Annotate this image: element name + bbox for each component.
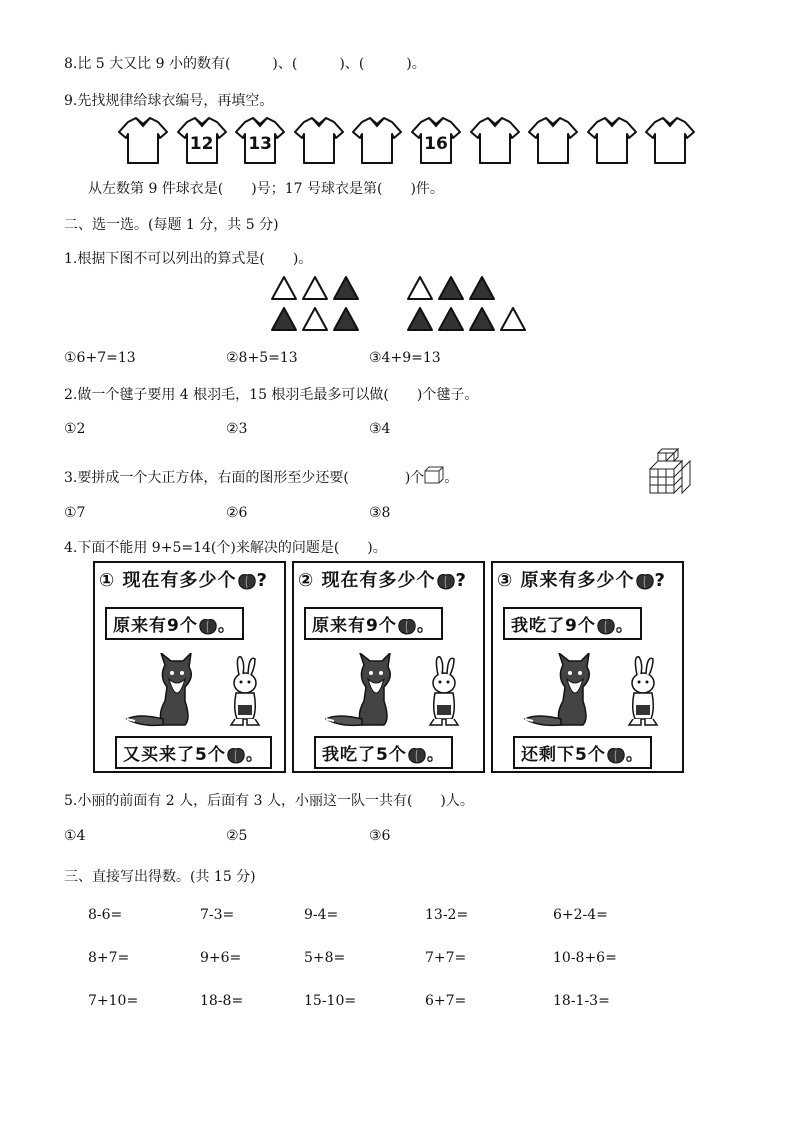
s2-q3-option-3: ③8 (369, 505, 391, 521)
bubble-period: 。 (217, 616, 236, 636)
jersey (411, 116, 461, 164)
calc-item: 7-3= (200, 907, 235, 923)
jersey-number: 12 (189, 134, 214, 154)
jersey-number: 16 (424, 134, 448, 154)
bubble-text: 我吃了9个 (511, 616, 596, 636)
speech-bubble-top (304, 607, 443, 640)
dark-triangle (468, 306, 496, 332)
peach-icon (237, 570, 257, 591)
s2-q2-option-3: ③4 (369, 421, 391, 437)
s2-q5-option-2: ②5 (226, 828, 248, 844)
jersey (645, 116, 695, 164)
s2-q3-option-1: ①7 (64, 505, 86, 521)
bubble-text: 原来有9个 (312, 616, 397, 636)
bubble-period: 。 (245, 745, 264, 765)
calc-item: 6+7= (425, 993, 467, 1009)
dark-triangle (437, 275, 465, 301)
bubble-period: 。 (416, 616, 435, 636)
calc-item: 8-6= (88, 907, 123, 923)
white-triangle (406, 275, 434, 301)
fox-and-rabbit-illustration (523, 653, 663, 733)
question-9-title: 9.先找规律给球衣编号，再填空。 (64, 93, 274, 109)
fox-and-rabbit-illustration (125, 653, 265, 733)
calc-item: 10-8+6= (553, 950, 617, 966)
speech-bubble-bottom (314, 736, 453, 769)
peach-icon (635, 570, 655, 591)
s2-q1-option-2: ②8+5=13 (226, 350, 298, 366)
calc-item: 7+10= (88, 993, 139, 1009)
section-2-title: 二、选一选。(每题 1 分，共 5 分) (64, 217, 279, 233)
bubble-text: 原来有9个 (113, 616, 198, 636)
question-8: 8.比 5 大又比 9 小的数有( )、( )、( )。 (64, 56, 426, 72)
white-triangle (301, 275, 329, 301)
dark-triangle (332, 306, 360, 332)
s2-question-3 (64, 466, 458, 487)
peach-icon (606, 745, 626, 765)
bubble-text: 又买来了5个 (123, 745, 226, 765)
calc-item: 18-1-3= (553, 993, 610, 1009)
peach-icon (198, 616, 218, 636)
panel-title (497, 566, 666, 592)
dark-triangle (437, 306, 465, 332)
speech-bubble-bottom (513, 736, 652, 769)
bubble-period: 。 (615, 616, 634, 636)
peach-icon (397, 616, 417, 636)
white-triangle (270, 275, 298, 301)
jersey (294, 116, 344, 164)
calc-item: 9-4= (304, 907, 339, 923)
dark-triangle (332, 275, 360, 301)
dark-triangle (406, 306, 434, 332)
calc-item: 5+8= (304, 950, 346, 966)
bubble-period: 。 (426, 745, 445, 765)
comic-panel (93, 561, 286, 773)
speech-bubble-bottom (115, 736, 272, 769)
panel-question: ② 现在有多少个 (298, 570, 436, 591)
jersey-number: 13 (248, 134, 273, 154)
question-mark: ? (256, 570, 268, 591)
s2-question-4: 4.下面不能用 9+5=14(个)来解决的问题是( )。 (64, 540, 387, 556)
s2-question-1: 1.根据下图不可以列出的算式是( )。 (64, 251, 313, 267)
peach-icon (596, 616, 616, 636)
question-9-fill: 从左数第 9 件球衣是( )号；17 号球衣是第( )件。 (88, 181, 444, 197)
panel-question: ① 现在有多少个 (99, 570, 237, 591)
bubble-text: 还剩下5个 (521, 745, 606, 765)
s2-question-5: 5.小丽的前面有 2 人，后面有 3 人，小丽这一队一共有( )人。 (64, 793, 474, 809)
calc-item: 18-8= (200, 993, 244, 1009)
cube-stack-figure (648, 448, 694, 494)
dark-triangle (270, 306, 298, 332)
speech-bubble-top (105, 607, 244, 640)
bubble-period: 。 (625, 745, 644, 765)
comic-panel (292, 561, 485, 773)
panel-question: ③ 原来有多少个 (497, 570, 635, 591)
panel-title (298, 566, 467, 592)
jersey (587, 116, 637, 164)
s2-q5-option-1: ①4 (64, 828, 86, 844)
calc-item: 9+6= (200, 950, 242, 966)
s2-q3-option-2: ②6 (226, 505, 248, 521)
bubble-text: 我吃了5个 (322, 745, 407, 765)
question-mark: ? (455, 570, 467, 591)
jersey (235, 116, 285, 164)
peach-icon (436, 570, 456, 591)
s2-q3-stem: 3.要拼成一个大正方体，右面的图形至少还要( )个 (64, 470, 425, 486)
jersey (528, 116, 578, 164)
section-3-title: 三、直接写出得数。(共 15 分) (64, 869, 256, 885)
s2-q3-tail: 。 (444, 470, 459, 486)
jersey (118, 116, 168, 164)
white-triangle (499, 306, 527, 332)
question-mark: ? (654, 570, 666, 591)
panel-title (99, 566, 268, 592)
white-triangle (301, 306, 329, 332)
jersey (177, 116, 227, 164)
s2-q2-option-1: ①2 (64, 421, 86, 437)
calc-item: 6+2-4= (553, 907, 608, 923)
peach-icon (226, 745, 246, 765)
peach-icon (407, 745, 427, 765)
fox-and-rabbit-illustration (324, 653, 464, 733)
s2-q5-option-3: ③6 (369, 828, 391, 844)
jersey (352, 116, 402, 164)
s2-q2-option-2: ②3 (226, 421, 248, 437)
calc-item: 8+7= (88, 950, 130, 966)
calc-item: 7+7= (425, 950, 467, 966)
calc-item: 15-10= (304, 993, 357, 1009)
speech-bubble-top (503, 607, 642, 640)
comic-panel (491, 561, 684, 773)
s2-question-2: 2.做一个毽子要用 4 根羽毛，15 根羽毛最多可以做( )个毽子。 (64, 387, 479, 403)
small-cube-icon (424, 466, 444, 484)
s2-q1-option-1: ①6+7=13 (64, 350, 136, 366)
calc-item: 13-2= (425, 907, 469, 923)
s2-q1-option-3: ③4+9=13 (369, 350, 441, 366)
dark-triangle (468, 275, 496, 301)
jersey (470, 116, 520, 164)
